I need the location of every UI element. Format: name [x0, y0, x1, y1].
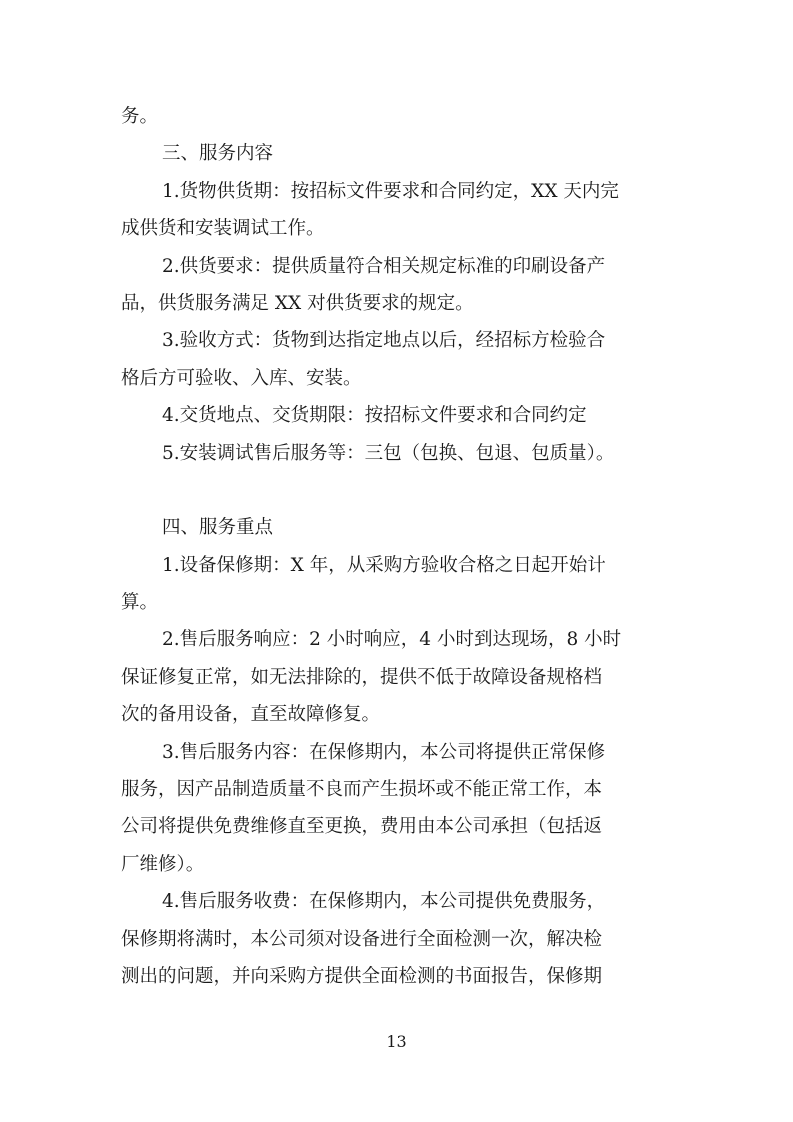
paragraph-line: 品，供货服务满足 XX 对供货要求的规定。 [121, 292, 474, 314]
paragraph-line: 5.安装调试售后服务等：三包（包换、包退、包质量）。 [162, 442, 615, 464]
paragraph-line: 厂维修）。 [121, 853, 205, 875]
paragraph-line: 3.售后服务内容：在保修期内，本公司将提供正常保修 [162, 741, 606, 763]
paragraph-line: 保修期将满时，本公司须对设备进行全面检测一次，解决检 [121, 928, 603, 950]
document-body [121, 98, 676, 995]
paragraph-line: 2.售后服务响应：2 小时响应，4 小时到达现场，8 小时 [162, 629, 622, 651]
paragraph-line: 保证修复正常，如无法排除的，提供不低于故障设备规格档 [121, 666, 603, 688]
section-heading-service-content: 三、服务内容 [162, 143, 274, 165]
page-number: 13 [386, 1032, 407, 1051]
paragraph-line: 2.供货要求：提供质量符合相关规定标准的印刷设备产 [162, 255, 606, 277]
paragraph-line: 格后方可验收、入库、安装。 [121, 367, 362, 389]
paragraph-line: 成供货和安装调试工作。 [121, 218, 325, 240]
paragraph-line: 公司将提供免费维修直至更换，费用由本公司承担（包括返 [121, 816, 603, 838]
paragraph-line: 务。 [121, 106, 159, 127]
section-heading-service-focus: 四、服务重点 [162, 517, 274, 539]
blank-line [121, 472, 676, 509]
paragraph-line: 测出的问题，并向采购方提供全面检测的书面报告，保修期 [121, 965, 603, 987]
paragraph-line: 4.交货地点、交货期限：按招标文件要求和合同约定 [162, 405, 587, 427]
paragraph-line: 1.设备保修期：X 年，从采购方验收合格之日起开始计 [162, 554, 606, 576]
paragraph-line: 算。 [121, 592, 159, 614]
paragraph-line: 服务，因产品制造质量不良而产生损坏或不能正常工作，本 [121, 779, 603, 801]
paragraph-line: 1.货物供货期：按招标文件要求和合同约定，XX 天内完 [162, 180, 619, 202]
paragraph-line: 4.售后服务收费：在保修期内，本公司提供免费服务， [162, 891, 606, 913]
paragraph-line: 3.验收方式：货物到达指定地点以后，经招标方检验合 [162, 330, 606, 352]
paragraph-line: 次的备用设备，直至故障修复。 [121, 704, 381, 726]
